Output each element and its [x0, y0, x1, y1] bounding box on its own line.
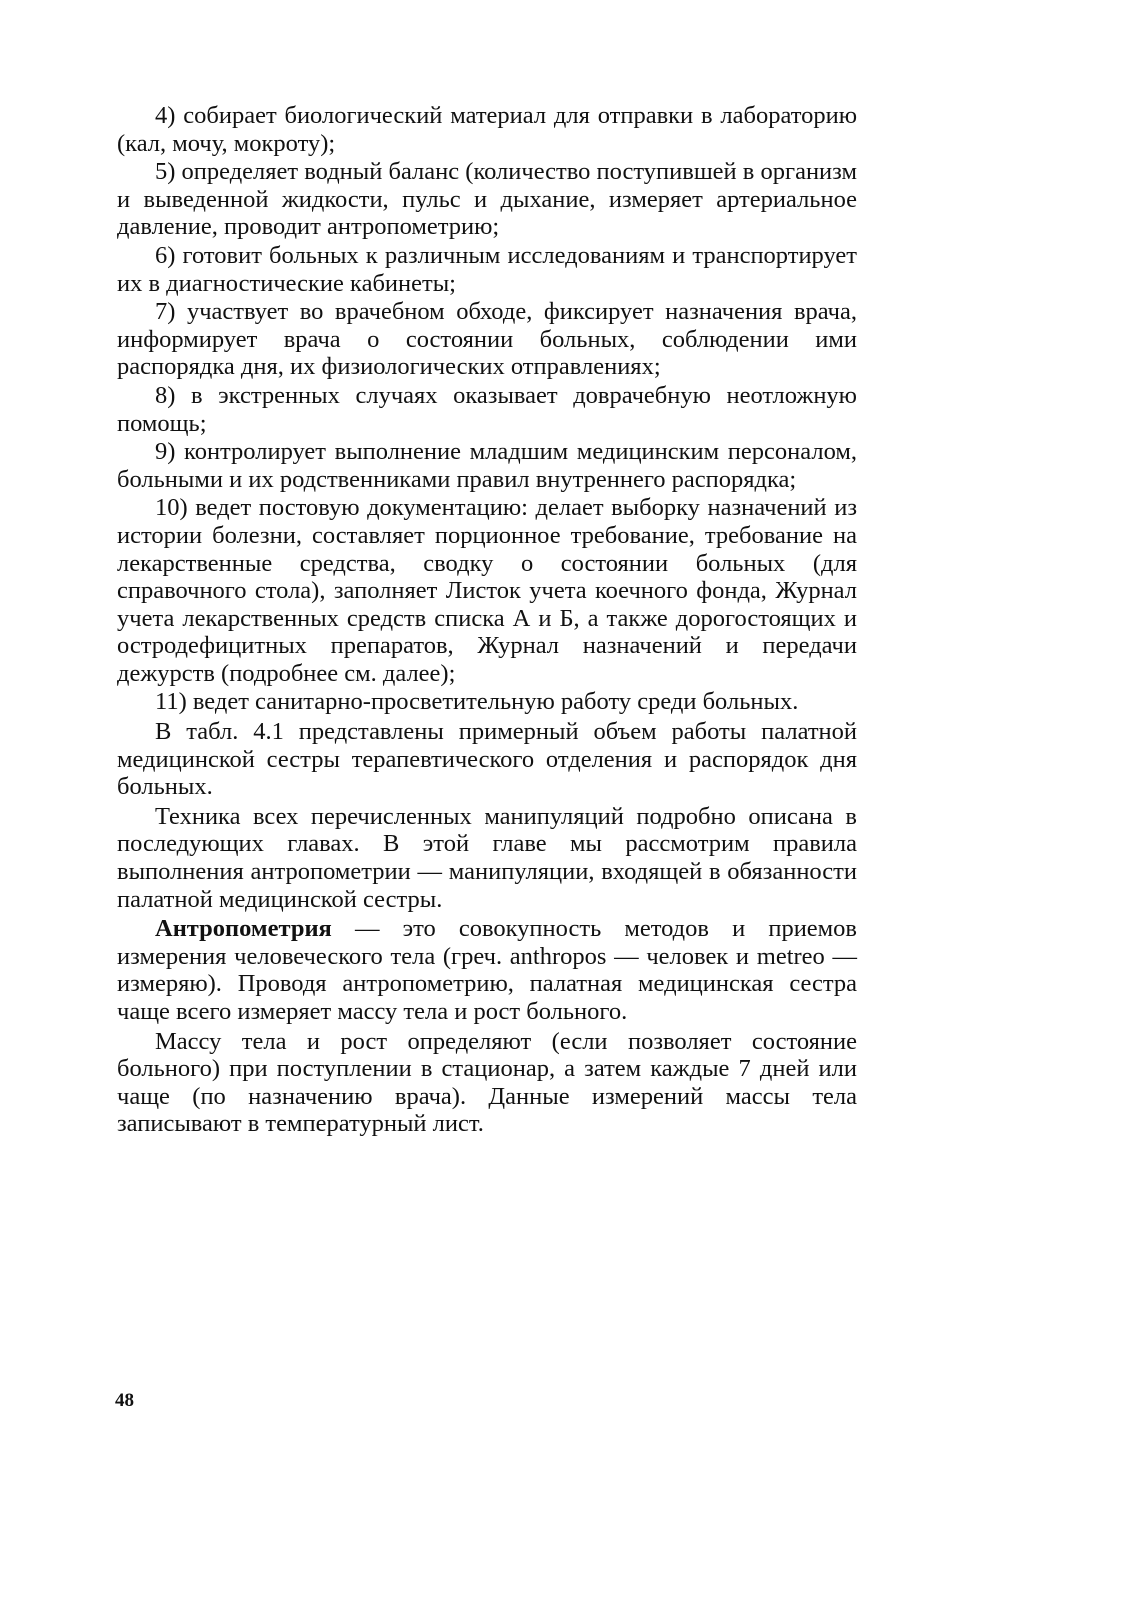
list-item-9: 9) контролирует выполнение младшим медицинским персоналом, больными и их родственниками правил внутреннего распорядка;: [117, 438, 857, 493]
list-item-5: 5) определяет водный баланс (количество поступившей в организм и выведенной жидкости, пульс и дыхание, измеряет артериальное давление, проводит антропометрию;: [117, 158, 857, 241]
definition-text: — это совокупность методов и приемов измерения человеческого тела (греч. anthropos — человек и metreo — измеряю). Проводя антропометрию, палатная медицинская сестра чаще всего измеряет массу тела и рост больного.: [117, 915, 857, 1025]
list-item-11: 11) ведет санитарно-просветительную работу среди больных.: [155, 688, 799, 716]
measurement-paragraph: Массу тела и рост определяют (если позволяет состояние больного) при поступлении в стационар, а затем каждые 7 дней или чаще (по назначению врача). Данные измерений массы тела записывают в температурный лист.: [117, 1027, 857, 1138]
body-text: [117, 102, 857, 1138]
table-reference-paragraph: В табл. 4.1 представлены примерный объем работы палатной медицинской сестры терапевтического отделения и распорядок дня больных.: [117, 718, 857, 801]
list-item-10: 10) ведет постовую документацию: делает выборку назначений из истории болезни, составляет порционное требование, требование на лекарственные средства, сводку о состоянии больных (для справочного стола), заполняет Листок учета коечного фонда, Журнал учета лекарственных средств списка А и Б, а также дорогостоящих и остродефицитных препаратов, Журнал назначений и передачи дежурств (подробнее см. далее);: [117, 494, 857, 687]
list-item-8: 8) в экстренных случаях оказывает доврачебную неотложную помощь;: [117, 381, 857, 437]
defined-term: Антропометрия: [155, 915, 332, 943]
list-item-6: 6) готовит больных к различным исследованиям и транспортирует их в диагностические кабинеты;: [117, 241, 857, 297]
page-number: 48: [115, 1390, 134, 1411]
anthropometry-definition-paragraph: [117, 915, 857, 1025]
list-item-4: 4) собирает биологический материал для отправки в лабораторию (кал, мочу, мокроту);: [117, 102, 857, 157]
technique-paragraph: Техника всех перечисленных манипуляций подробно описана в последующих главах. В этой главе мы рассмотрим правила выполнения антропометрии — манипуляции, входящей в обязанности палатной медицинской сестры.: [117, 802, 857, 913]
list-item-7: 7) участвует во врачебном обходе, фиксирует назначения врача, информирует врача о состоянии больных, соблюдении ими распорядка дня, их физиологических отправлениях;: [117, 298, 857, 381]
